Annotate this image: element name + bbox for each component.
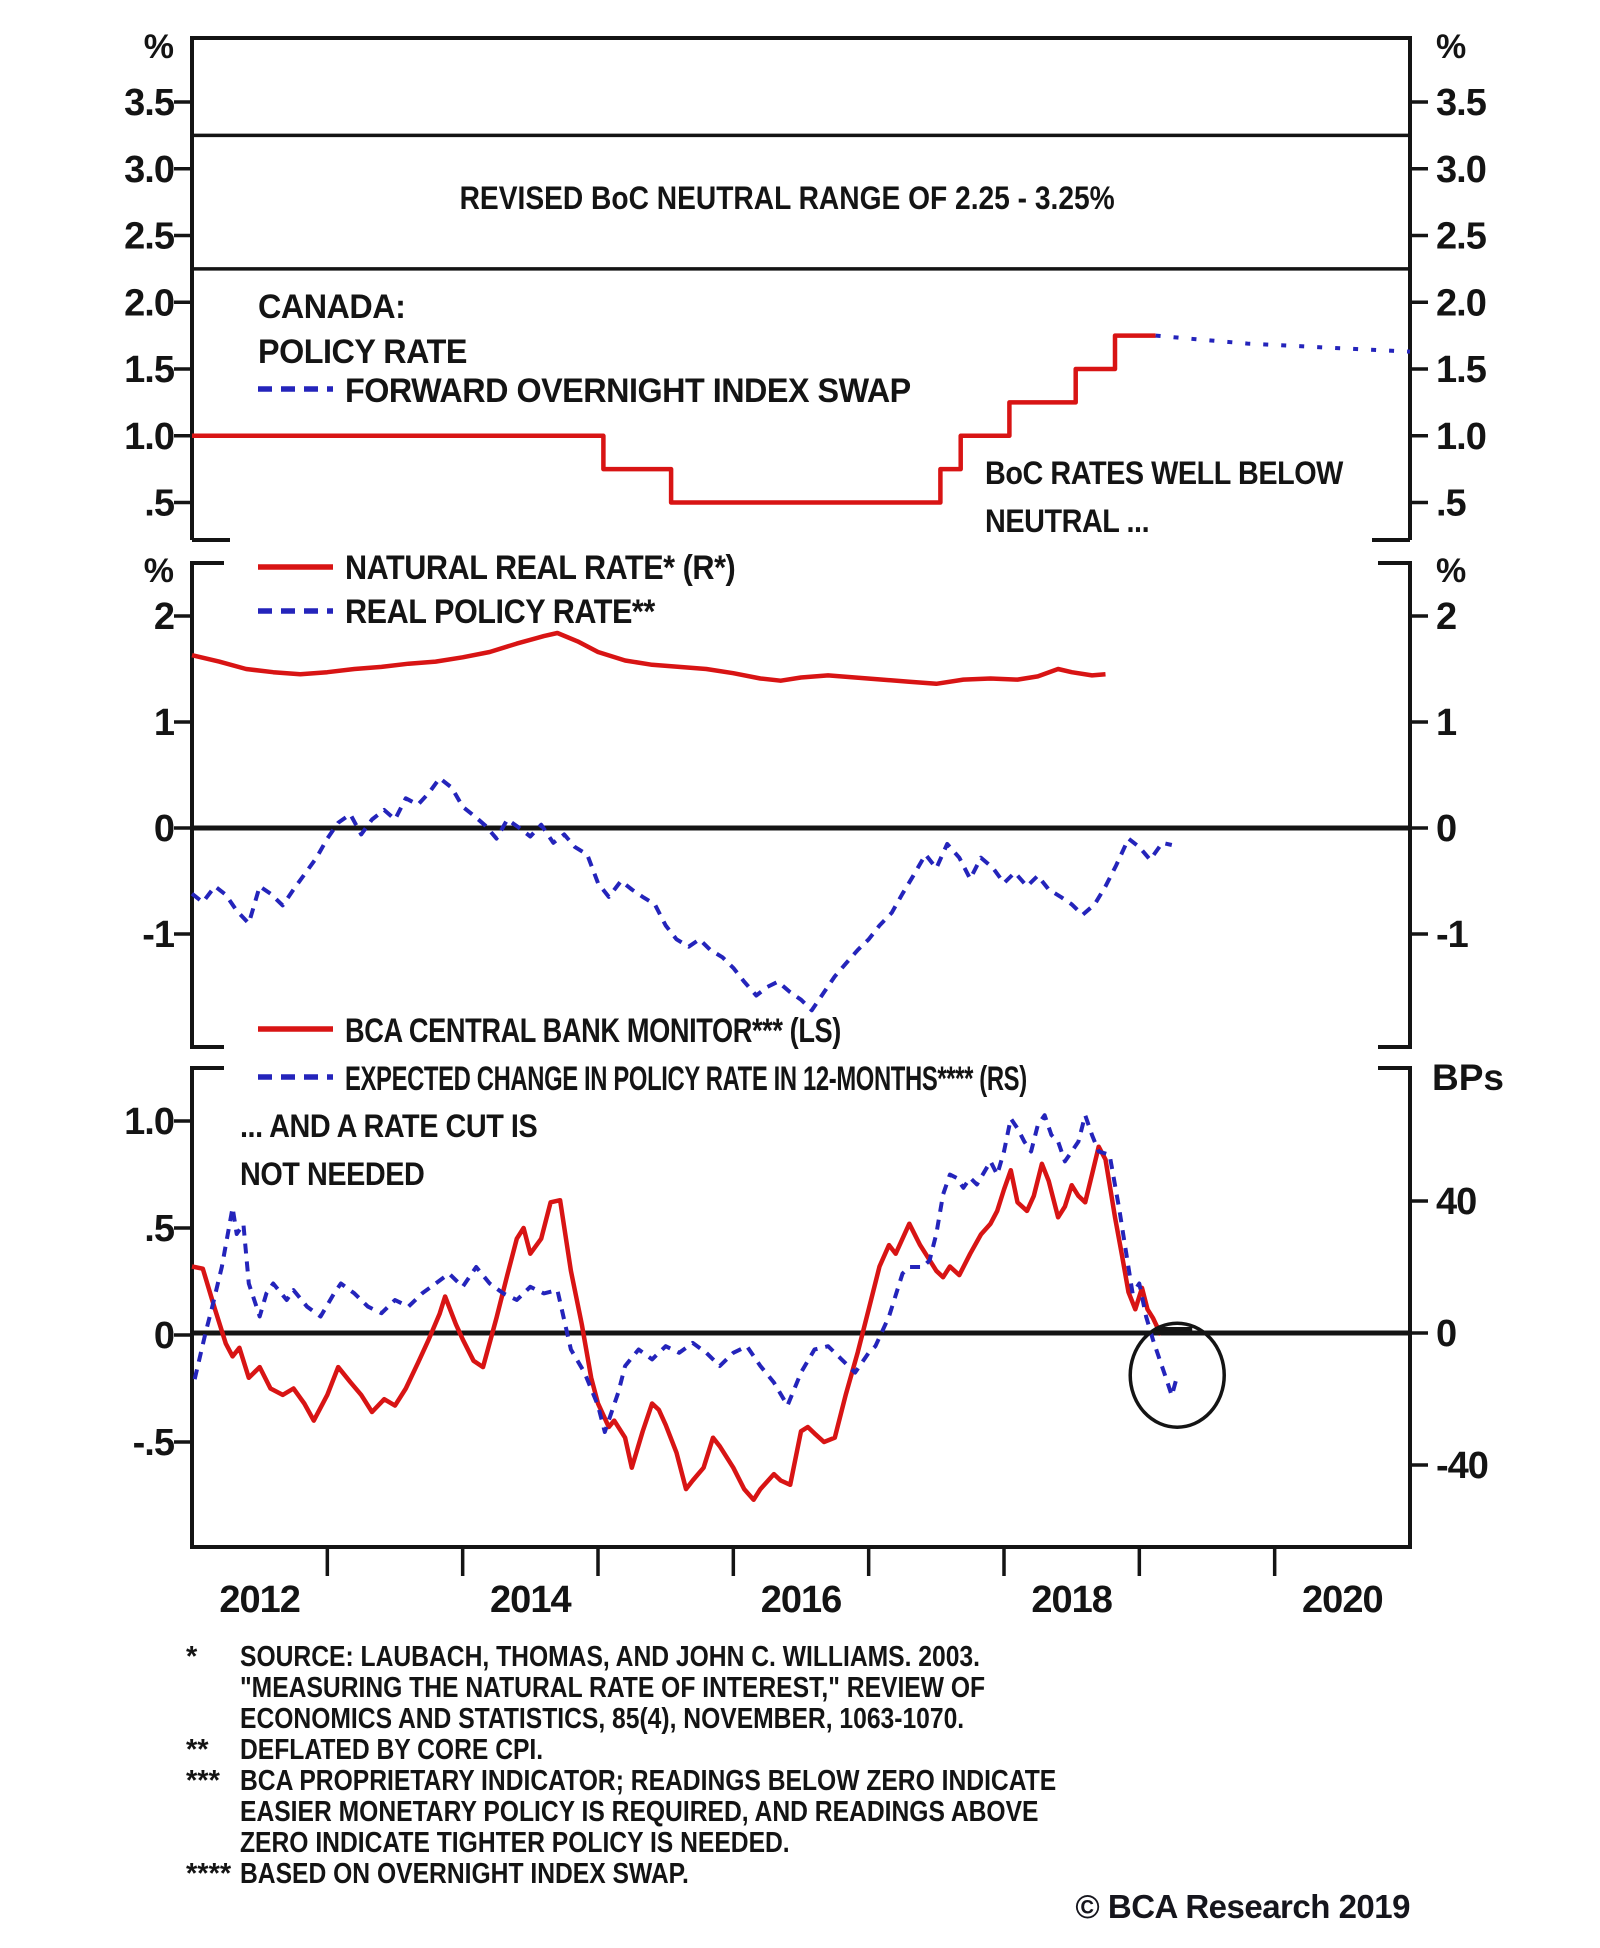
legend-policy-rate-label: POLICY RATE bbox=[258, 333, 467, 371]
footnote-line: BCA PROPRIETARY INDICATOR; READINGS BELOW ZERO INDICATE bbox=[240, 1765, 1057, 1797]
panel-middle-frame bbox=[192, 563, 1410, 1047]
central-bank-monitor-line bbox=[192, 1147, 1161, 1500]
annotation-rate-cut-line1: ... AND A RATE CUT IS bbox=[240, 1108, 538, 1144]
footnote-marker: ** bbox=[186, 1734, 209, 1766]
x-year-label: 2016 bbox=[760, 1579, 842, 1621]
legend-real-policy-rate-label: REAL POLICY RATE** bbox=[345, 593, 655, 631]
y-tick-label: 0 bbox=[1436, 1313, 1457, 1355]
neutral-range-title: REVISED BoC NEUTRAL RANGE OF 2.25 - 3.25% bbox=[459, 180, 1115, 216]
percent-label: % bbox=[1436, 28, 1467, 66]
y-tick-label: -.5 bbox=[132, 1422, 174, 1464]
y-tick-label: 2.5 bbox=[1436, 215, 1486, 258]
y-tick-label: 0 bbox=[153, 808, 174, 850]
natural-real-rate-line bbox=[192, 633, 1106, 684]
annotation-rate-cut-line2: NOT NEEDED bbox=[240, 1156, 425, 1192]
y-tick-label: 2 bbox=[1436, 596, 1457, 638]
footnote-line: SOURCE: LAUBACH, THOMAS, AND JOHN C. WILLIAMS. 2003. bbox=[240, 1641, 981, 1673]
y-tick-label: .5 bbox=[144, 482, 174, 525]
x-year-label: 2012 bbox=[219, 1579, 300, 1621]
y-tick-label: .5 bbox=[1436, 482, 1466, 525]
footnote-line: DEFLATED BY CORE CPI. bbox=[240, 1734, 544, 1766]
footnote-line: "MEASURING THE NATURAL RATE OF INTEREST," REVIEW OF bbox=[240, 1672, 986, 1704]
y-tick-label: 3.5 bbox=[1436, 82, 1486, 124]
y-tick-label: 3.5 bbox=[124, 82, 174, 124]
footnote-marker: *** bbox=[186, 1765, 220, 1797]
y-tick-label: 1.5 bbox=[1436, 349, 1486, 391]
y-tick-label: 3.0 bbox=[1436, 148, 1486, 191]
y-tick-label: 2.0 bbox=[124, 282, 174, 325]
y-tick-label: 1 bbox=[1436, 702, 1457, 744]
x-year-label: 2020 bbox=[1302, 1579, 1383, 1621]
legend-natural-real-rate-label: NATURAL REAL RATE* (R*) bbox=[345, 549, 736, 587]
percent-label: % bbox=[143, 552, 174, 590]
forward-ois-line bbox=[1156, 336, 1410, 352]
y-tick-label: 40 bbox=[1436, 1181, 1477, 1223]
footnote-row bbox=[186, 1642, 1236, 1735]
rate-cut-circle bbox=[1130, 1323, 1224, 1427]
legend-expected-change-label: EXPECTED CHANGE IN POLICY RATE IN 12-MONTHS**** (RS) bbox=[345, 1060, 1027, 1098]
y-tick-label: -40 bbox=[1436, 1445, 1488, 1487]
y-tick-label: 1.0 bbox=[1436, 415, 1486, 458]
footnote-row bbox=[186, 1766, 1236, 1859]
copyright: © BCA Research 2019 bbox=[1075, 1888, 1410, 1925]
y-tick-label: 2 bbox=[153, 596, 174, 638]
footnote-marker: * bbox=[186, 1641, 198, 1673]
y-tick-label: 3.0 bbox=[124, 148, 174, 191]
y-tick-label: 1.5 bbox=[124, 349, 174, 391]
footnote-line: ECONOMICS AND STATISTICS, 85(4), NOVEMBER, 1063-1070. bbox=[240, 1703, 965, 1735]
x-year-label: 2014 bbox=[490, 1579, 571, 1621]
y-tick-label: 1 bbox=[153, 702, 174, 744]
legend-canada-label: CANADA: bbox=[258, 288, 406, 326]
y-tick-label: -1 bbox=[1436, 914, 1468, 956]
legend-forward-ois-label: FORWARD OVERNIGHT INDEX SWAP bbox=[345, 372, 911, 410]
footnote-marker: **** bbox=[186, 1858, 232, 1890]
y-tick-label: .5 bbox=[144, 1208, 174, 1250]
legend-central-bank-monitor-label: BCA CENTRAL BANK MONITOR*** (LS) bbox=[345, 1012, 841, 1050]
footnote-row bbox=[186, 1735, 1236, 1766]
footnote-line: ZERO INDICATE TIGHTER POLICY IS NEEDED. bbox=[240, 1827, 790, 1859]
footnote-row bbox=[186, 1859, 1236, 1890]
footnotes bbox=[186, 1642, 1236, 1890]
percent-label: % bbox=[1436, 552, 1467, 590]
annotation-boc-rates-line1: BoC RATES WELL BELOW bbox=[985, 455, 1343, 491]
x-year-label: 2018 bbox=[1031, 1579, 1112, 1621]
y-tick-label: 1.0 bbox=[124, 1101, 174, 1143]
real-policy-rate-line bbox=[192, 778, 1172, 1010]
y-tick-label: 2.5 bbox=[124, 215, 174, 258]
y-tick-label: 0 bbox=[153, 1315, 174, 1357]
y-tick-label: 0 bbox=[1436, 808, 1457, 850]
footnote-line: EASIER MONETARY POLICY IS REQUIRED, AND READINGS ABOVE bbox=[240, 1796, 1039, 1828]
annotation-boc-rates-line2: NEUTRAL ... bbox=[985, 503, 1150, 539]
bps-label: BPs bbox=[1432, 1057, 1504, 1098]
y-tick-label: 2.0 bbox=[1436, 282, 1486, 325]
y-tick-label: 1.0 bbox=[124, 415, 174, 458]
percent-label: % bbox=[143, 28, 174, 66]
y-tick-label: -1 bbox=[142, 914, 174, 956]
footnote-line: BASED ON OVERNIGHT INDEX SWAP. bbox=[240, 1858, 689, 1890]
